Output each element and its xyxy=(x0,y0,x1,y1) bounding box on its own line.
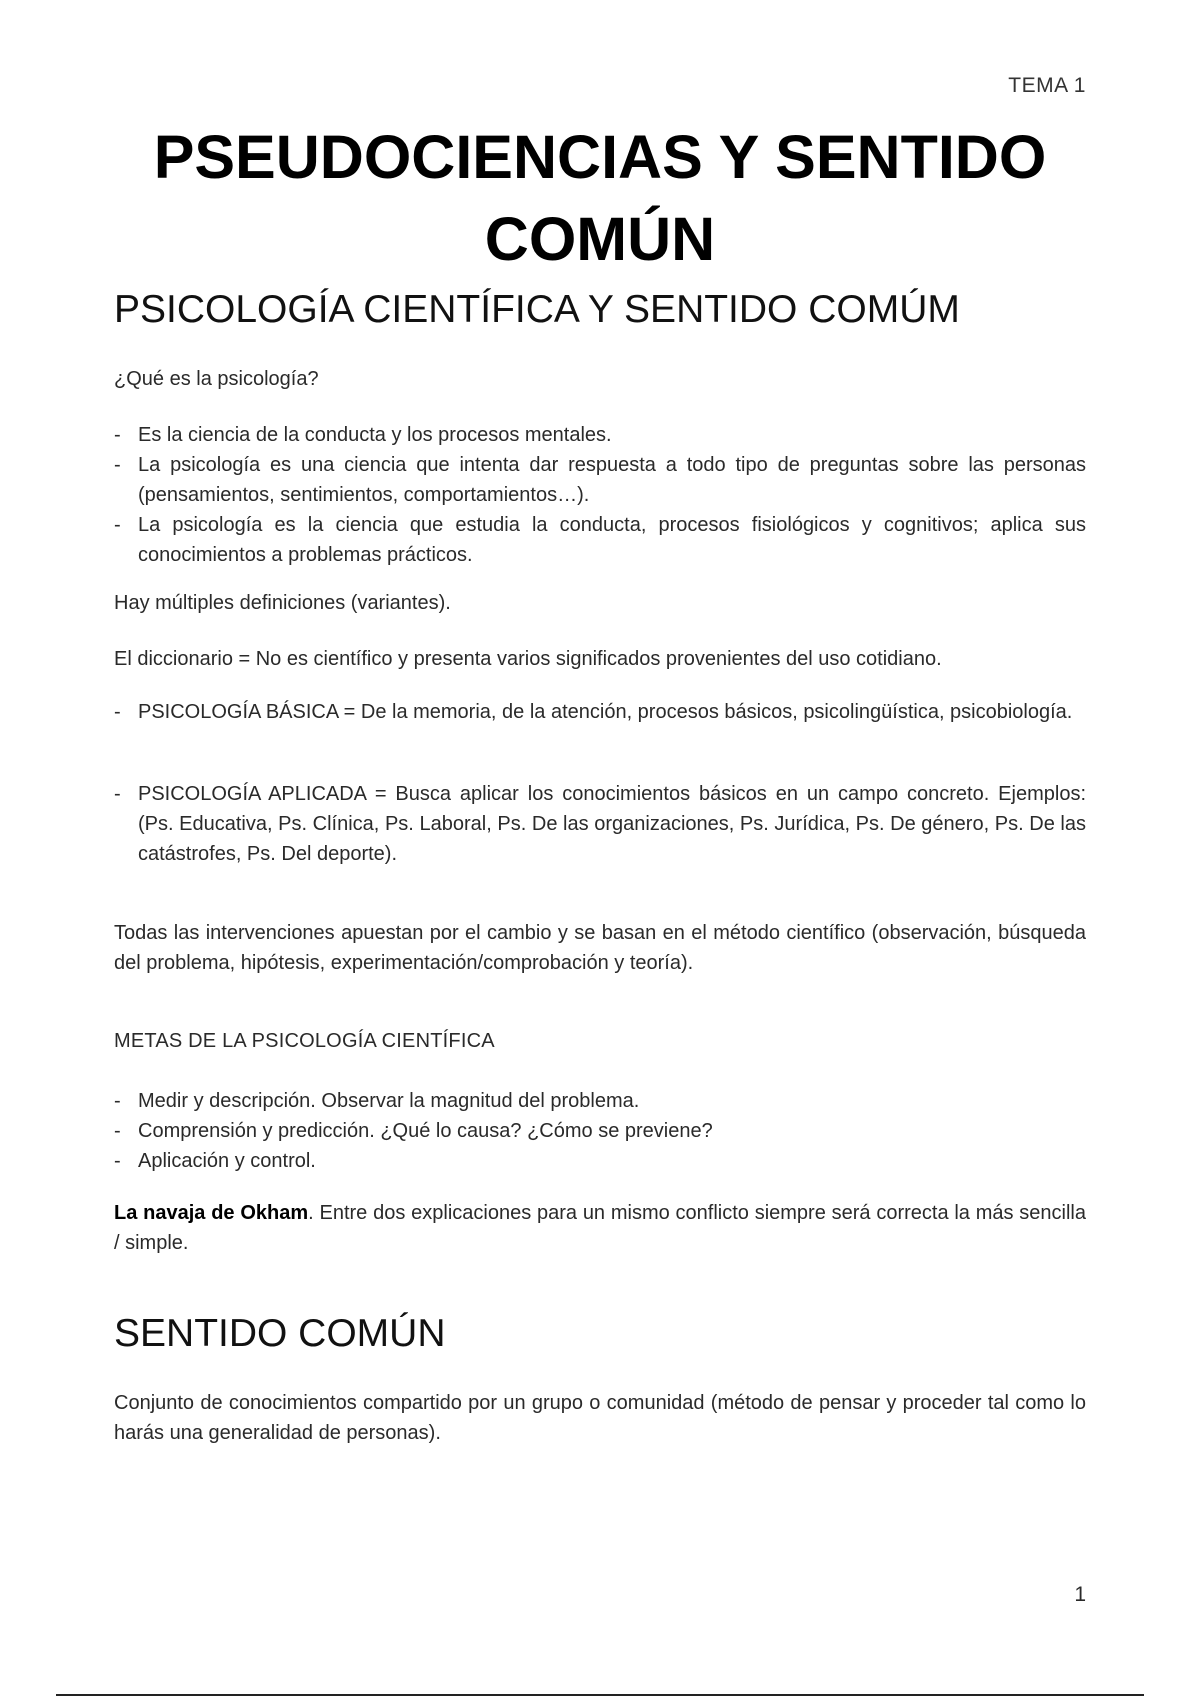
interventions-text: Todas las intervenciones apuestan por el cambio y se basan en el método científico (observación, búsqueda del problema, hipótesis, experimentación/comprobación y teoría). xyxy=(114,922,1086,974)
list-item: - La psicología es una ciencia que intenta dar respuesta a todo tipo de preguntas sobre las personas (pensamientos, sentimientos, comportamientos…). xyxy=(114,450,1086,510)
page-number: 1 xyxy=(1074,1583,1086,1606)
page-title: PSEUDOCIENCIAS Y SENTIDO COMÚN xyxy=(153,123,1047,273)
list-item: - PSICOLOGÍA APLICADA = Busca aplicar los conocimientos básicos en un campo concreto. Ejemplos: (Ps. Educativa, Ps. Clínica, Ps. Laboral, Ps. De las organizaciones, Ps. Jurídica, Ps. De género, Ps. De las catástrofes, Ps. Del deporte). xyxy=(114,779,1086,869)
list-item: - Es la ciencia de la conducta y los procesos mentales. xyxy=(114,420,1086,450)
list-item: - PSICOLOGÍA BÁSICA = De la memoria, de la atención, procesos básicos, psicolingüística, psicobiología. xyxy=(114,697,1086,727)
section-heading-psicologia: PSICOLOGÍA CIENTÍFICA Y SENTIDO COMÚM xyxy=(114,288,960,331)
bottom-divider xyxy=(56,1694,1144,1696)
list-item: - Aplicación y control. xyxy=(114,1146,1086,1176)
header-tag: TEMA 1 xyxy=(1008,74,1086,97)
applied-psychology-list xyxy=(114,779,1086,869)
list-item: - Comprensión y predicción. ¿Qué lo causa? ¿Cómo se previene? xyxy=(114,1116,1086,1146)
goals-heading: METAS DE LA PSICOLOGÍA CIENTÍFICA xyxy=(114,1030,495,1052)
okham-text: . Entre dos explicaciones para un mismo conflicto siempre será correcta la más sencilla / simple. xyxy=(114,1202,1087,1254)
goals-list xyxy=(114,1086,1086,1176)
list-item: - La psicología es la ciencia que estudia la conducta, procesos fisiológicos y cognitivos; aplica sus conocimientos a problemas prácticos. xyxy=(114,510,1086,570)
list-item: - Medir y descripción. Observar la magnitud del problema. xyxy=(114,1086,1086,1116)
section-heading-sentido-comun: SENTIDO COMÚN xyxy=(114,1312,446,1355)
multiple-definitions-text: Hay múltiples definiciones (variantes). xyxy=(114,592,451,614)
sentido-comun-definition: Conjunto de conocimientos compartido por un grupo o comunidad (método de pensar y proceder tal como lo harás una generalidad de personas). xyxy=(114,1392,1086,1444)
dictionary-text: El diccionario = No es científico y presenta varios significados provenientes del uso cotidiano. xyxy=(114,648,942,670)
definitions-list xyxy=(114,420,1086,570)
okham-term: La navaja de Okham xyxy=(114,1202,309,1224)
basic-psychology-list xyxy=(114,697,1086,727)
question-text: ¿Qué es la psicología? xyxy=(114,368,319,390)
okham-paragraph xyxy=(114,1198,1086,1258)
